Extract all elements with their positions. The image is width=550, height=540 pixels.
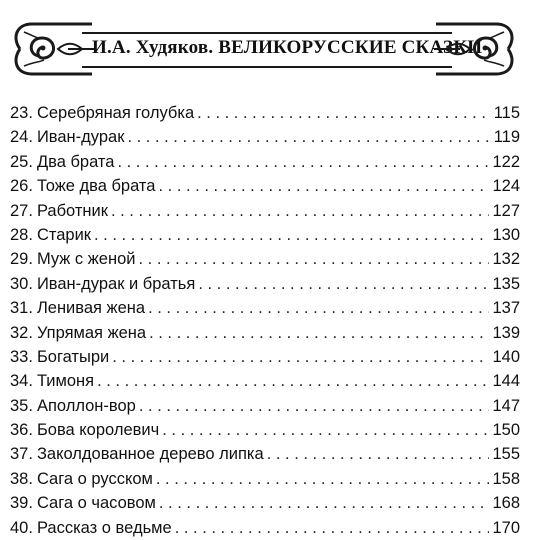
entry-number: 26. [10,177,33,196]
entry-title: Иван-дурак [36,128,125,147]
entry-page-number: 122 [492,152,520,171]
entry-number: 30. [10,274,33,293]
entry-number: 35. [10,396,33,415]
entry-page-number: 147 [492,396,520,415]
dot-leader [94,223,489,247]
dot-leader [139,394,490,418]
toc-entry [10,467,520,491]
entry-page-number: 115 [493,104,520,122]
entry-page-number: 140 [492,347,520,366]
dot-leader [175,516,490,540]
entry-number: 27. [10,201,33,220]
entry-title: Тоже два брата [36,177,156,196]
dot-leader [156,467,490,491]
toc-entry [10,296,520,320]
entry-number: 33. [10,347,33,366]
entry-page-number: 150 [492,421,520,440]
entry-title: Ленивая жена [36,299,146,318]
entry-title: Тимоня [36,372,95,391]
entry-page-number: 132 [492,250,520,269]
entry-title: Иван-дурак и братья [36,274,196,293]
dot-leader [159,491,490,515]
entry-title: Работник [36,201,108,220]
scroll-ornament-right-icon [434,18,518,80]
page-header [0,18,550,80]
entry-number: 39. [10,494,33,513]
entry-title: Сага о часовом [36,494,156,513]
entry-page-number: 144 [492,372,520,391]
toc-entry [10,150,520,174]
entry-title: Сага о русском [36,469,153,488]
toc-entry [10,418,520,442]
entry-page-number: 127 [492,201,520,220]
toc-entry [10,491,520,515]
entry-page-number: 124 [492,177,520,196]
dot-leader [148,296,489,320]
entry-title: Богатыри [36,347,110,366]
dot-leader [112,345,489,369]
entry-page-number: 119 [493,128,520,147]
entry-number: 23. [10,104,33,122]
entry-number: 38. [10,469,33,488]
dot-leader [97,369,489,393]
dot-leader [162,418,489,442]
entry-title: Муж с женой [36,250,136,269]
entry-title: Рассказ о ведьме [36,518,172,537]
entry-page-number: 137 [492,299,520,318]
entry-number: 37. [10,445,33,464]
dot-leader [149,321,489,345]
header-rule-bottom [82,66,452,68]
entry-title: Бова королевич [36,421,160,440]
entry-page-number: 130 [492,225,520,244]
entry-number: 40. [10,518,33,537]
toc-entry [10,247,520,271]
entry-number: 34. [10,372,33,391]
entry-number: 29. [10,250,33,269]
entry-number: 36. [10,421,33,440]
entry-title: Упрямая жена [36,323,147,342]
toc-entry [10,199,520,223]
dot-leader [267,442,490,466]
entry-title: Серебряная голубка [36,104,195,122]
dot-leader [117,150,489,174]
running-head-title: И.А. Худяков. ВЕЛИКОРУССКИЕ СКАЗКИ [92,37,483,58]
entry-number: 28. [10,225,33,244]
dot-leader [138,247,489,271]
entry-title: Аполлон-вор [36,396,136,415]
toc-entry [10,516,520,540]
toc-entry [10,272,520,296]
toc-entry [10,101,520,125]
table-of-contents [10,101,520,540]
dot-leader [198,272,489,296]
toc-entry [10,369,520,393]
entry-title: Заколдованное дерево липка [36,445,264,464]
entry-title: Два брата [36,152,115,171]
entry-number: 24. [10,128,33,147]
entry-page-number: 135 [492,274,520,293]
toc-entry [10,442,520,466]
header-rule-top [82,32,452,34]
toc-entry [10,125,520,149]
entry-page-number: 170 [492,518,520,537]
toc-entry [10,321,520,345]
dot-leader [197,101,491,125]
dot-leader [127,125,490,149]
toc-entry [10,223,520,247]
toc-entry [10,345,520,369]
entry-page-number: 155 [492,445,520,464]
entry-page-number: 158 [492,469,520,488]
entry-number: 32. [10,323,33,342]
entry-page-number: 139 [492,323,520,342]
entry-title: Старик [36,225,92,244]
entry-page-number: 168 [492,494,520,513]
scroll-ornament-left-icon [10,18,94,80]
dot-leader [158,174,489,198]
dot-leader [111,199,490,223]
toc-entry [10,174,520,198]
entry-number: 31. [10,299,33,318]
entry-number: 25. [10,152,33,171]
toc-entry [10,394,520,418]
